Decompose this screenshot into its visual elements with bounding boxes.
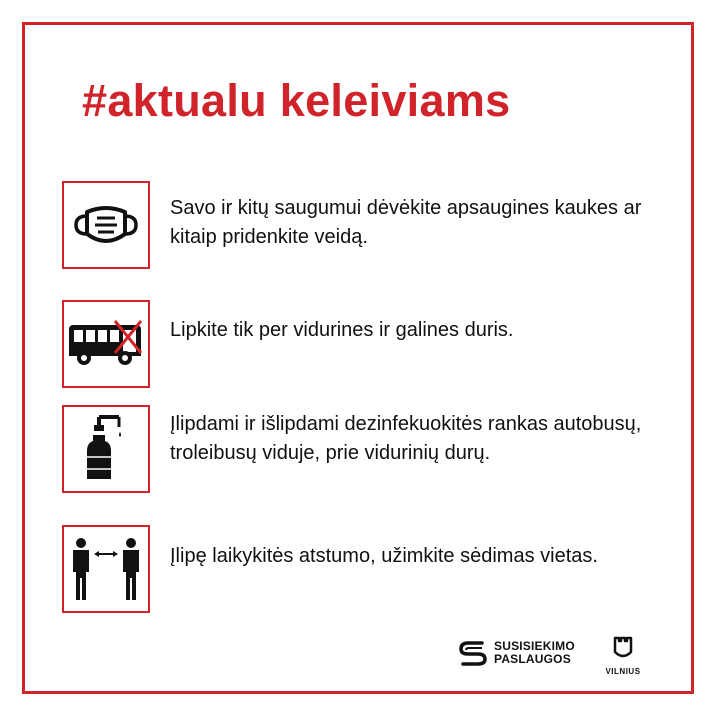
susisiekimo-paslaugos-logo: [458, 638, 575, 668]
vilnius-tower-icon: [610, 634, 636, 660]
logo-line-2: PASLAUGOS: [494, 652, 571, 666]
social-distance-icon: [68, 536, 144, 602]
rule-icon-box: [62, 300, 150, 388]
vilnius-logo: [598, 634, 648, 676]
rule-icon-box: [62, 405, 150, 493]
rule-icon-box: [62, 525, 150, 613]
rule-icon-box: [62, 181, 150, 269]
face-mask-icon: [71, 200, 141, 250]
bus-front-door-crossed-icon: [67, 319, 145, 369]
logo-line-1: SUSISIEKIMO: [494, 639, 575, 653]
rule-text: Savo ir kitų saugumui dėvėkite apsaugines kaukes ar kitaip pridenkite veidą.: [170, 197, 642, 248]
hand-sanitizer-icon: [81, 413, 131, 485]
rule-text: Lipkite tik per vidurines ir galines duris.: [170, 319, 514, 341]
susisiekimo-s-logo-icon: [458, 638, 488, 668]
vilnius-label: VILNIUS: [605, 667, 641, 676]
rule-text: Įlipdami ir išlipdami dezinfekuokitės rankas autobusų, troleibusų viduje, prie vidurinių durų.: [170, 413, 642, 464]
rule-text: Įlipę laikykitės atstumo, užimkite sėdimas vietas.: [170, 545, 598, 567]
page-title: #aktualu keleiviams: [82, 75, 511, 126]
